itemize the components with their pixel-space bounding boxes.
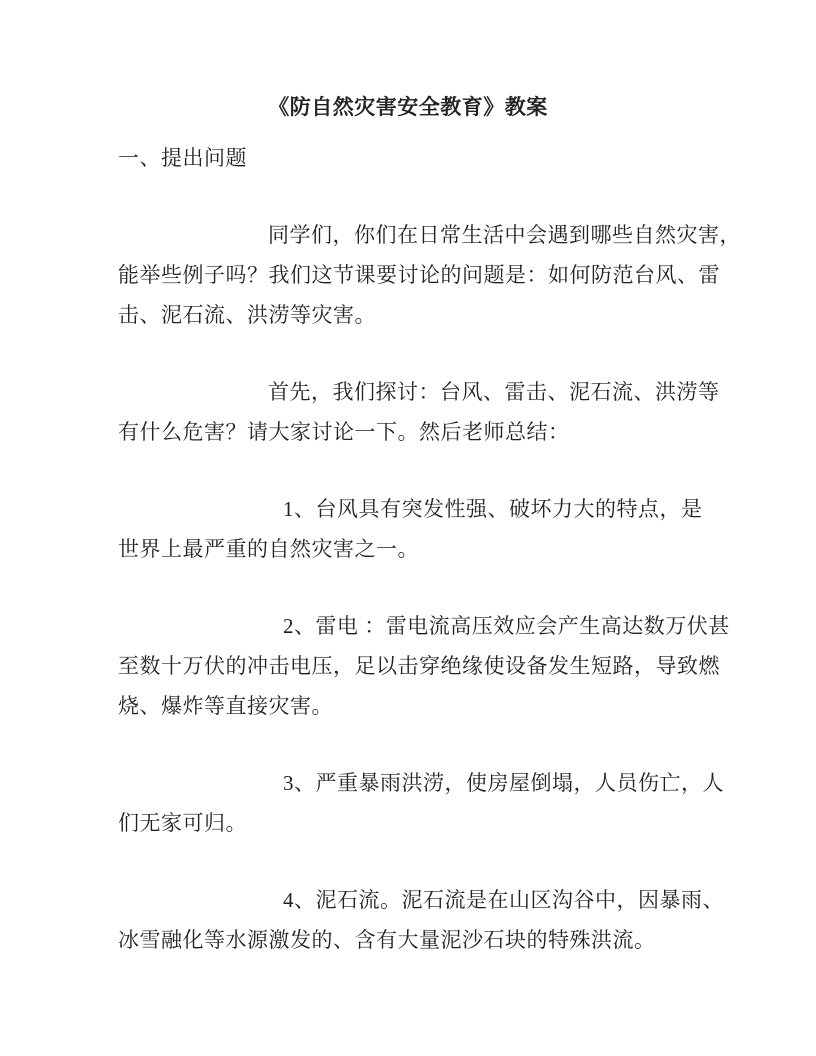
paragraph-line: 世界上最严重的自然灾害之一。 xyxy=(118,537,419,561)
paragraph-line: 4、泥石流。泥石流是在山区沟谷中，因暴雨、 xyxy=(283,888,724,912)
paragraph-item-lightning xyxy=(118,606,816,726)
paragraph-line: 1、台风具有突发性强、破坏力大的特点，是 xyxy=(283,497,703,521)
paragraph-line: 2、雷电 ：雷电流高压效应会产生高达数万伏甚 xyxy=(283,614,730,638)
paragraph-line: 烧、爆炸等直接灾害。 xyxy=(118,694,333,718)
paragraph-line: 同学们，你们在日常生活中会遇到哪些自然灾害， xyxy=(268,223,741,247)
paragraph-line: 有什么危害？请大家讨论一下。然后老师总结： xyxy=(118,420,570,444)
paragraph-intro-1 xyxy=(118,215,816,335)
paragraph-item-typhoon xyxy=(118,489,816,569)
document-title: 《防自然灾害安全教育》教案 xyxy=(268,95,548,119)
paragraph-line: 能举些例子吗？我们这节课要讨论的问题是：如何防范台风、雷 xyxy=(118,263,720,287)
paragraph-item-mudslide xyxy=(118,880,816,960)
paragraph-line: 3、严重暴雨洪涝，使房屋倒塌，人员伤亡，人 xyxy=(283,771,724,795)
paragraph-intro-2 xyxy=(118,372,816,452)
paragraph-line: 首先，我们探讨：台风、雷击、泥石流、洪涝等 xyxy=(268,380,720,404)
paragraph-line: 击、泥石流、洪涝等灾害。 xyxy=(118,303,376,327)
section-heading: 一、提出问题 xyxy=(118,146,247,170)
paragraph-line: 们无家可归。 xyxy=(118,811,247,835)
paragraph-line: 冰雪融化等水源激发的、含有大量泥沙石块的特殊洪流。 xyxy=(118,928,656,952)
paragraph-line: 至数十万伏的冲击电压，足以击穿绝缘使设备发生短路，导致燃 xyxy=(118,654,720,678)
paragraph-item-flood xyxy=(118,763,816,843)
